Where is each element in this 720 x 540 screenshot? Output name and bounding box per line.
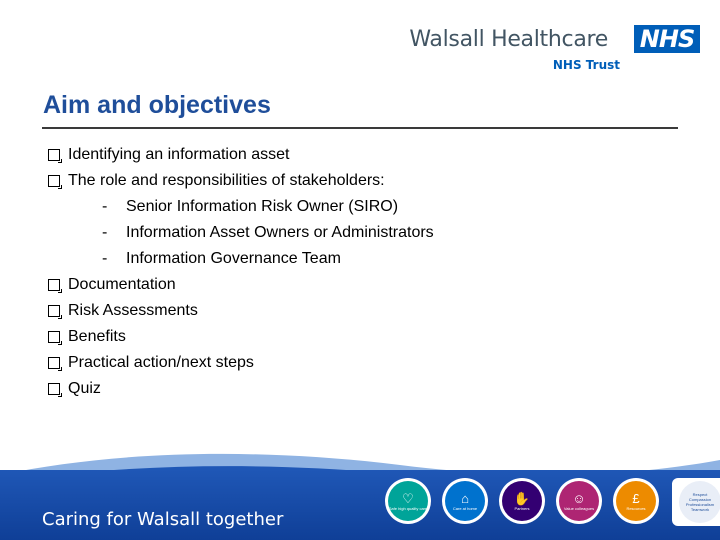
sub-item	[48, 223, 668, 249]
bullet-item	[48, 379, 668, 405]
bullet-item	[48, 327, 668, 353]
trust-logo	[409, 22, 700, 74]
slide-title: Aim and objectives	[43, 91, 271, 119]
nhs-logo: NHS	[634, 25, 700, 53]
footer-tagline: Caring for Walsall together	[42, 509, 284, 530]
checkbox-bullet-icon	[48, 149, 60, 161]
checkbox-bullet-icon	[48, 175, 60, 187]
value-badge	[613, 478, 659, 524]
dash-marker: -	[102, 224, 108, 241]
bullet-text: Benefits	[68, 328, 126, 345]
checkbox-bullet-icon	[48, 305, 60, 317]
value-badge	[442, 478, 488, 524]
slide-content	[48, 145, 668, 405]
checkbox-bullet-icon	[48, 383, 60, 395]
promise-badge	[672, 478, 720, 526]
bullet-item	[48, 353, 668, 379]
promise-word: Teamwork	[690, 507, 710, 512]
dash-marker: -	[102, 198, 108, 215]
values-badges	[385, 478, 720, 536]
bullet-item	[48, 301, 668, 327]
heart-icon: ♡	[402, 490, 414, 506]
people-icon: ☺	[572, 490, 586, 506]
bullet-item	[48, 171, 668, 197]
checkbox-bullet-icon	[48, 279, 60, 291]
pound-icon: £	[632, 490, 640, 506]
sub-item-text: Senior Information Risk Owner (SIRO)	[126, 198, 399, 215]
value-label: Partners	[514, 505, 530, 511]
dash-marker: -	[102, 250, 108, 267]
bullet-text: Quiz	[68, 380, 101, 397]
bullet-item	[48, 145, 668, 171]
checkbox-bullet-icon	[48, 331, 60, 343]
value-badge	[499, 478, 545, 524]
bullet-text: Identifying an information asset	[68, 146, 290, 163]
promise-word: Professionalism	[685, 502, 715, 507]
value-label: Value colleagues	[563, 505, 595, 511]
bullet-item	[48, 275, 668, 301]
bullet-text: Risk Assessments	[68, 302, 198, 319]
promise-word: Respect	[692, 492, 708, 497]
sub-item-text: Information Asset Owners or Administrators	[126, 224, 434, 241]
bullet-text: Documentation	[68, 276, 176, 293]
title-divider	[42, 127, 678, 129]
checkbox-bullet-icon	[48, 357, 60, 369]
house-icon: ⌂	[461, 490, 469, 506]
bullet-text: The role and responsibilities of stakeholders:	[68, 172, 385, 189]
handshake-icon: ✋	[513, 490, 531, 506]
value-badge	[556, 478, 602, 524]
promise-word: Compassion	[688, 497, 712, 502]
sub-item	[48, 249, 668, 275]
sub-item	[48, 197, 668, 223]
sub-item-text: Information Governance Team	[126, 250, 341, 267]
value-label: Safe high quality care	[388, 505, 428, 511]
trust-label: NHS Trust	[552, 58, 620, 72]
bullet-text: Practical action/next steps	[68, 354, 254, 371]
org-name: Walsall Healthcare	[409, 27, 608, 52]
value-label: Resources	[626, 505, 646, 511]
value-label: Care at home	[452, 505, 478, 511]
value-badge	[385, 478, 431, 524]
